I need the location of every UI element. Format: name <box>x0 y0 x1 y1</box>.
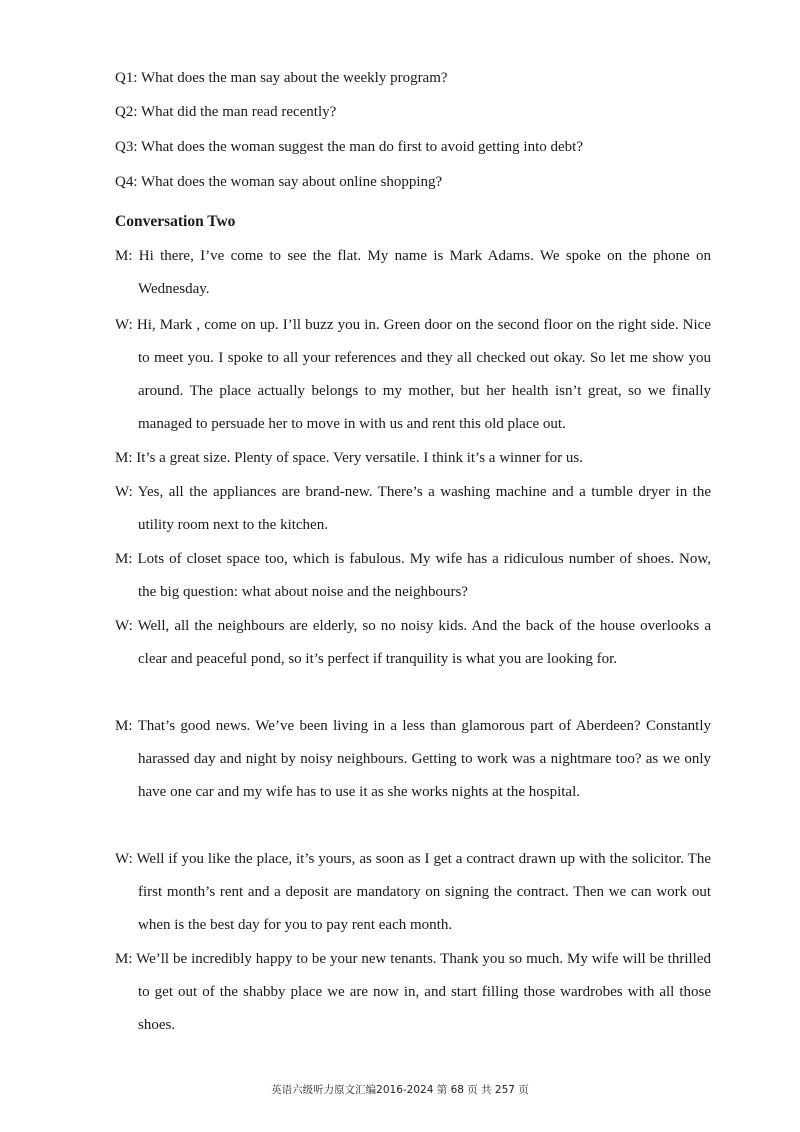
page-footer: 英语六级听力原文汇编2016-2024 第 68 页 共 257 页 <box>271 1084 529 1096</box>
dialogue-turn-6: W: Well, all the neighbours are elderly, so no noisy kids. And the back of the house overlooks a clear and peaceful pond, so it’s perfect if tranquility is what you are looking for. <box>115 618 711 667</box>
dialogue-turn-4: W: Yes, all the appliances are brand-new. There’s a washing machine and a tumble dryer in the utility room next to the kitchen. <box>115 484 711 533</box>
question-2: Q2: What did the man read recently? <box>115 104 337 120</box>
question-3: Q3: What does the woman suggest the man do first to avoid getting into debt? <box>115 139 583 155</box>
dialogue-turn-8: W: Well if you like the place, it’s yours, as soon as I get a contract drawn up with the solicitor. The first month’s rent and a deposit are mandatory on signing the contract. Then we can work out when is the best day for you to pay rent each month. <box>115 851 711 933</box>
section-heading: Conversation Two <box>115 213 236 230</box>
dialogue-turn-5: M: Lots of closet space too, which is fabulous. My wife has a ridiculous number of shoes. Now, the big question: what about noise and the neighbours? <box>115 551 711 600</box>
question-4: Q4: What does the woman say about online shopping? <box>115 174 443 190</box>
dialogue-turn-1: M: Hi there, I’ve come to see the flat. My name is Mark Adams. We spoke on the phone on Wednesday. <box>115 248 711 297</box>
dialogue-turn-3: M: It’s a great size. Plenty of space. Very versatile. I think it’s a winner for us. <box>115 450 583 466</box>
dialogue-turn-2: W: Hi, Mark , come on up. I’ll buzz you in. Green door on the second floor on the right side. Nice to meet you. I spoke to all your references and they all checked out okay. So let me show you around. The place actually belongs to my mother, but her health isn’t great, so we finally managed to persuade her to move in with us and rent this old place out. <box>115 317 711 432</box>
dialogue-turn-7: M: That’s good news. We’ve been living in a less than glamorous part of Aberdeen? Constantly harassed day and night by noisy neighbours. Getting to work was a nightmare too? as we only have one car and my wife has to use it as she works nights at the hospital. <box>115 718 711 800</box>
dialogue-turn-9: M: We’ll be incredibly happy to be your new tenants. Thank you so much. My wife will be thrilled to get out of the shabby place we are now in, and start filling those wardrobes with all those shoes. <box>115 951 711 1033</box>
question-1: Q1: What does the man say about the weekly program? <box>115 70 448 86</box>
